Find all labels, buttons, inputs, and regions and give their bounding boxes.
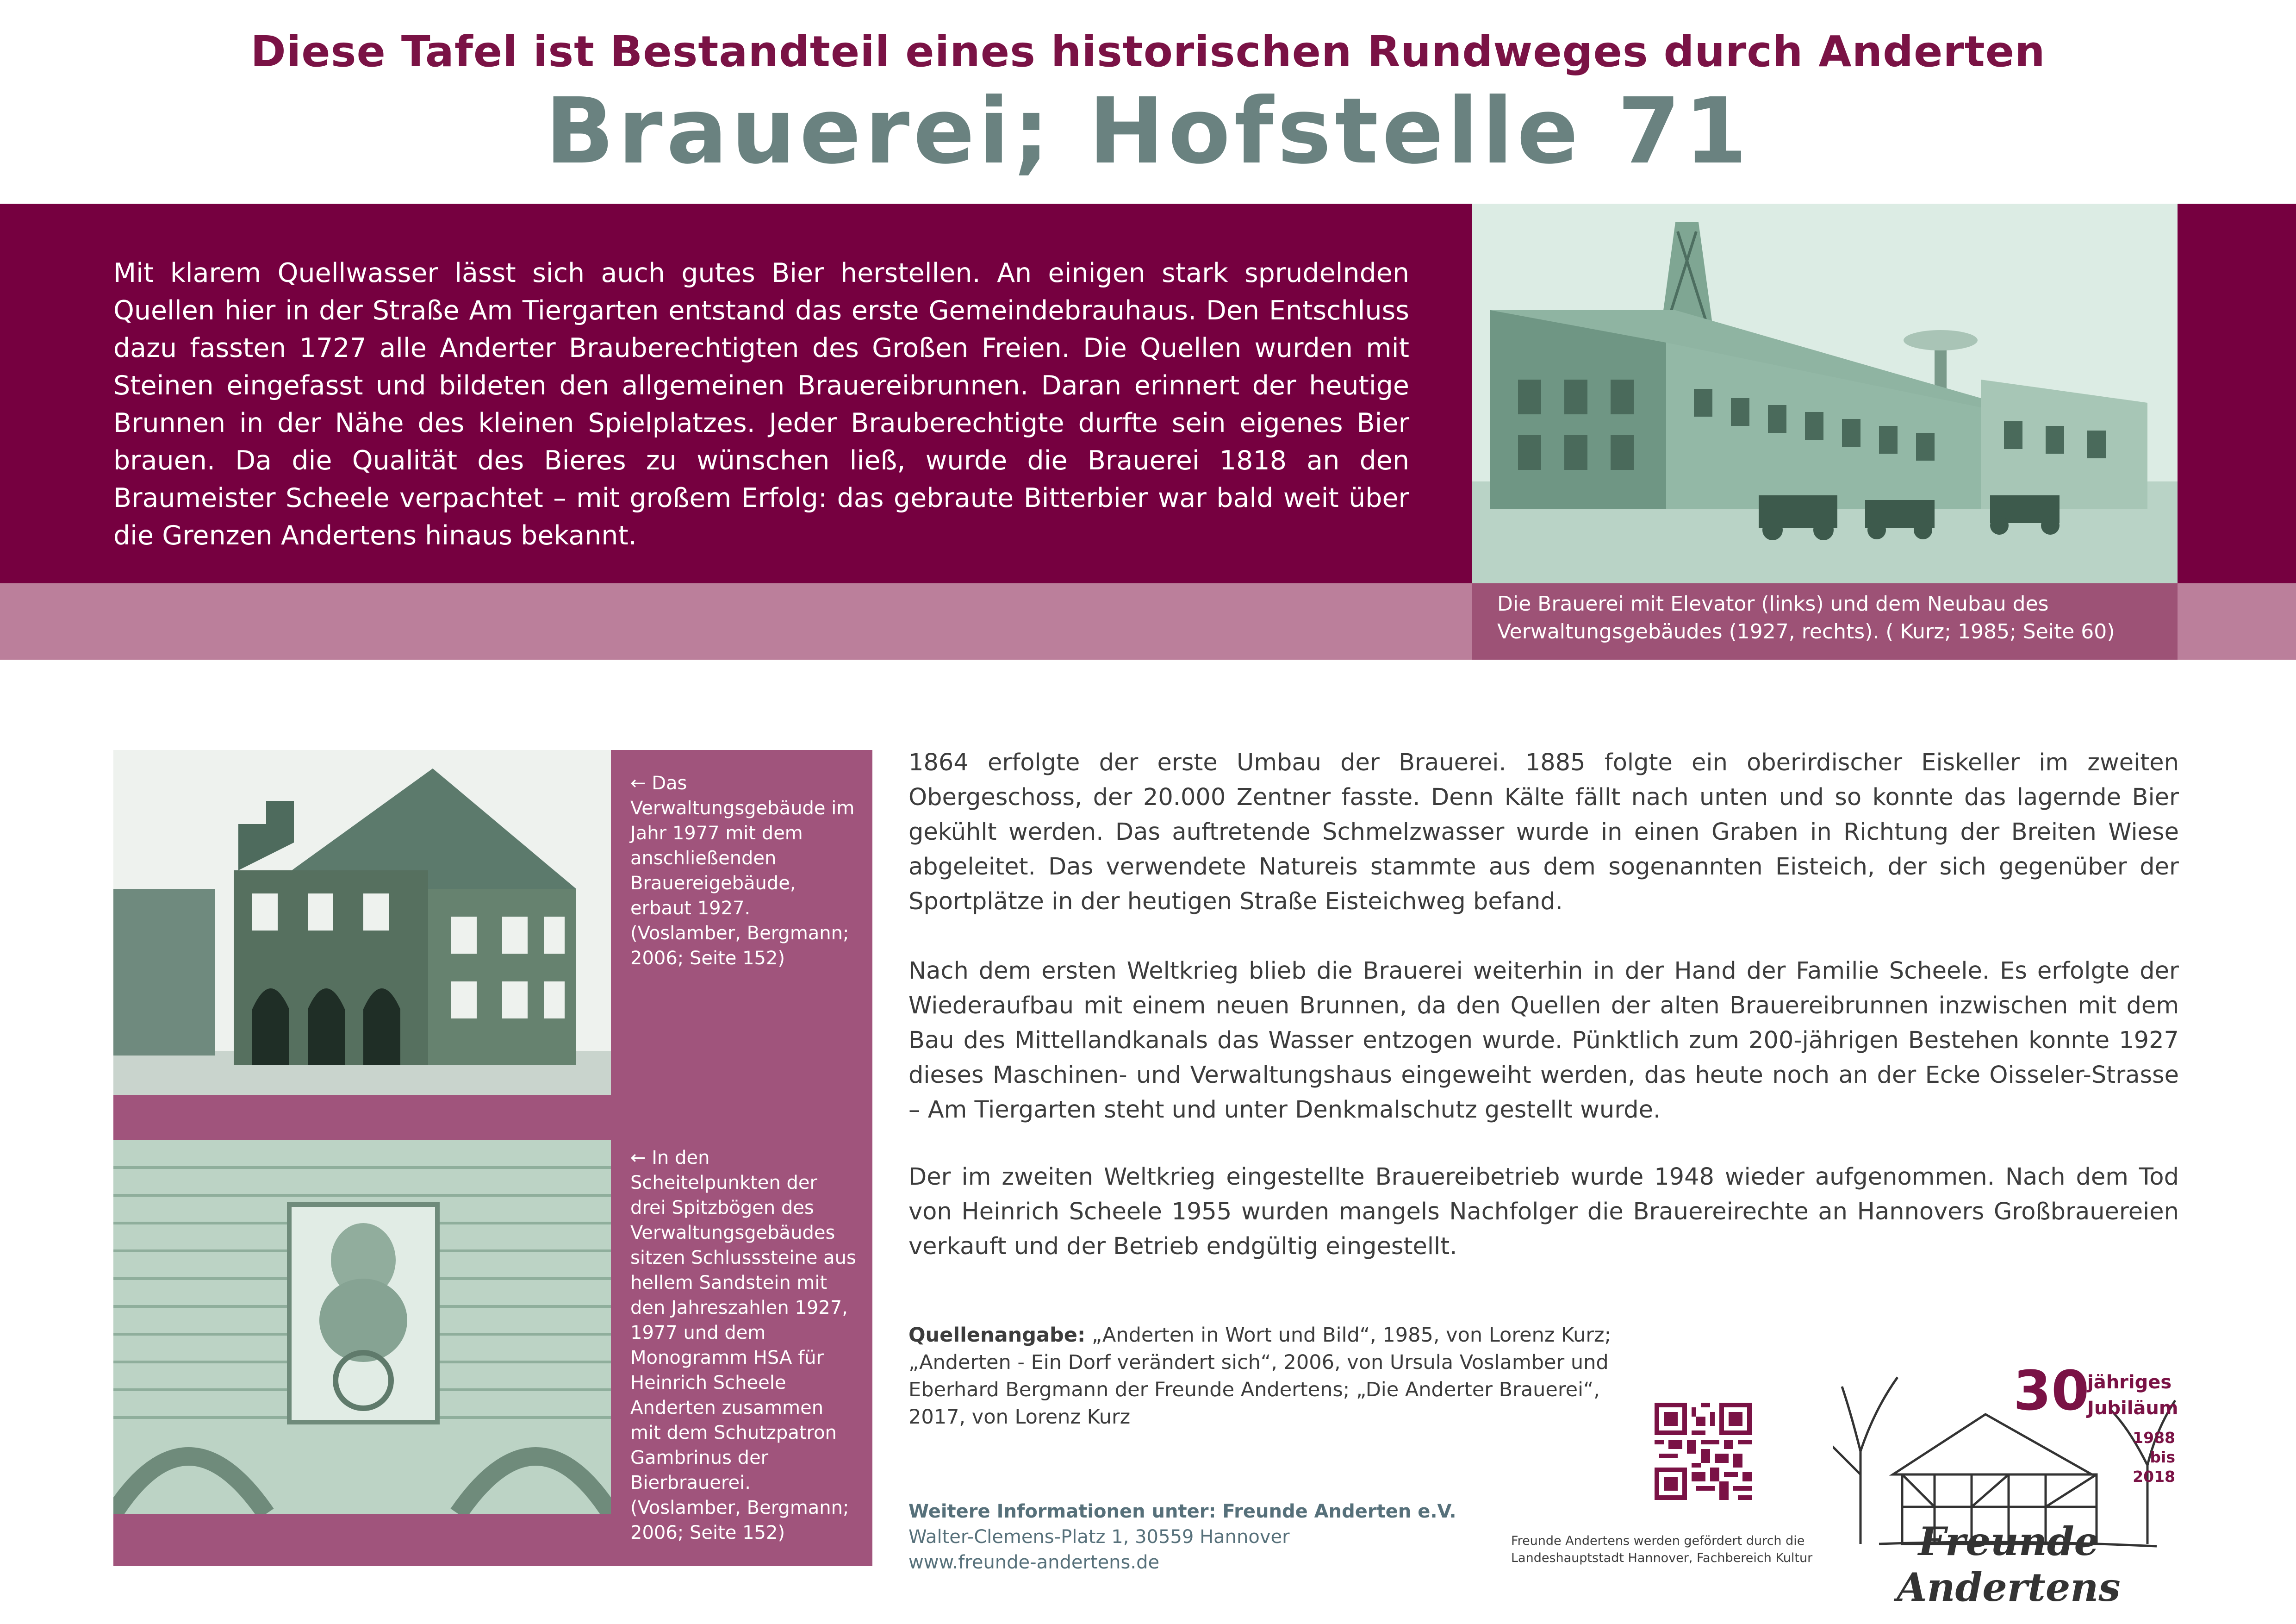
- anniversary-year-end: 2018: [2133, 1468, 2175, 1486]
- main-photo-caption: Die Brauerei mit Elevator (links) und dem Neubau des Verwaltungsgebäudes (1927, rechts). ( Kurz; 1985; Seite 60): [1497, 592, 2115, 643]
- sources-block: [908, 1322, 1630, 1431]
- body-paragraph-1: 1864 erfolgte der erste Umbau der Brauerei. 1885 folgte ein oberirdischer Eiskeller im zweiten Obergeschoss, der 20.000 Zentner fasste. Denn Kälte fällt nach unten und so konnte das lagernde Bier gekühlt werden. Das auftretende Schmelzwasser wurde in einen Graben in Richtung der Breiten Wiese abgeleitet. Das verwendete Natureis stammte aus dem sogenannten Eisteich, der sich gegenüber der Sportplätze in der heutigen Straße Eisteichweg befand.: [908, 749, 2179, 915]
- keystone-illustration: [113, 1140, 611, 1514]
- anniversary-word-1: jähriges: [2087, 1372, 2172, 1393]
- anniversary-word-2: Jubiläum: [2087, 1398, 2178, 1419]
- keystone-photo: [113, 1140, 611, 1514]
- brewery-illustration: [1472, 204, 2178, 583]
- anniversary-year-separator: bis: [2150, 1448, 2175, 1466]
- logo-wordmark: Freunde Andertens: [1897, 1518, 2121, 1610]
- sponsor-note: [1511, 1532, 1826, 1567]
- anniversary-number: 30: [2013, 1359, 2090, 1423]
- sponsor-line-2: Landeshauptstadt Hannover, Fachbereich Kultur: [1511, 1551, 1813, 1565]
- anniversary-label: [2087, 1369, 2178, 1421]
- sources-text: „Anderten in Wort und Bild“, 1985, von Lorenz Kurz; „Anderten - Ein Dorf verändert sich“, 2006, von Ursula Voslamber und Eberhard Bergmann der Freunde Andertens; „Die Anderter Brauerei“, 2017, von Lorenz Kurz: [908, 1324, 1612, 1429]
- sponsor-line-1: Freunde Andertens werden gefördert durch die: [1511, 1534, 1805, 1548]
- sources-label: Quellenangabe:: [908, 1324, 1086, 1347]
- anniversary-years: [2115, 1428, 2175, 1487]
- anniversary-year-start: 1988: [2133, 1429, 2175, 1447]
- qr-code[interactable]: [1655, 1403, 1752, 1500]
- administration-building-illustration: [113, 750, 611, 1095]
- contact-address: Walter-Clemens-Platz 1, 30559 Hannover: [908, 1526, 1290, 1548]
- body-paragraph-3: Der im zweiten Weltkrieg eingestellte Brauereibetrieb wurde 1948 wieder aufgenommen. Nach dem Tod von Heinrich Scheele 1955 wurden mangels Nachfolger die Brauereirechte an Hannovers Großbrauereien verkauft und der Betrieb endgültig eingestellt.: [908, 1163, 2179, 1260]
- brewery-photo: [1472, 204, 2178, 583]
- page-title: Brauerei; Hofstelle 71: [545, 79, 1751, 184]
- contact-heading: Weitere Informationen unter: Freunde Anderten e.V.: [908, 1501, 1456, 1522]
- panel-subtitle: Diese Tafel ist Bestandteil eines historischen Rundweges durch Anderten: [250, 27, 2046, 76]
- keystone-photo-caption: ← In den Scheitelpunkten der drei Spitzbögen des Verwaltungsgebäudes sitzen Schlusssteine aus hellem Sandstein mit den Jahreszahlen 1927, 1977 und dem Monogramm HSA für Heinrich Scheele Anderten zusammen mit dem Schutzpatron Gambrinus der Bierbrauerei. (Voslamber, Bergmann; 2006; Seite 152): [630, 1147, 856, 1543]
- contact-website[interactable]: www.freunde-andertens.de: [908, 1552, 1160, 1573]
- contact-block: [908, 1499, 1556, 1575]
- intro-text: Mit klarem Quellwasser lässt sich auch gutes Bier herstellen. An einigen stark sprudelnden Quellen hier in der Straße Am Tiergarten entstand das erste Gemeindebrauhaus. Den Entschluss dazu fassten 1727 alle Anderter Brauberechtigten des Großen Freien. Die Quellen wurden mit Steinen eingefasst und bildeten den allgemeinen Brauereibrunnen. Daran erinnert der heutige Brunnen in der Nähe des kleinen Spielplatzes. Jeder Brauberechtigte durfte sein eigenes Bier brauen. Da die Qualität des Bieres zu wünschen ließ, wurde die Brauerei 1818 an den Braumeister Scheele verpachtet – mit großem Erfolg: das gebraute Bitterbier war bald weit über die Grenzen Andertens hinaus bekannt.: [113, 258, 1409, 551]
- building-photo-caption: ← Das Verwaltungsgebäude im Jahr 1977 mit dem anschließenden Brauereigebäude, erbaut 1927. (Voslamber, Bergmann; 2006; Seite 152): [630, 773, 855, 969]
- qr-code-icon: [1655, 1403, 1752, 1500]
- administration-building-photo: [113, 750, 611, 1095]
- body-paragraph-2: Nach dem ersten Weltkrieg blieb die Brauerei weiterhin in der Hand der Familie Scheele. Es erfolgte der Wiederaufbau mit einem neuen Brunnen, da den Quellen der alten Brauereibrunnen inzwischen mit dem Bau des Mittellandkanals das Wasser entzogen wurde. Pünktlich zum 200-jährigen Bestehen konnte 1927 dieses Maschinen- und Verwaltungshaus eingeweiht werden, das heute noch an der Ecke Oisseler-Strasse – Am Tiergarten steht und unter Denkmalschutz gestellt wurde.: [908, 957, 2179, 1124]
